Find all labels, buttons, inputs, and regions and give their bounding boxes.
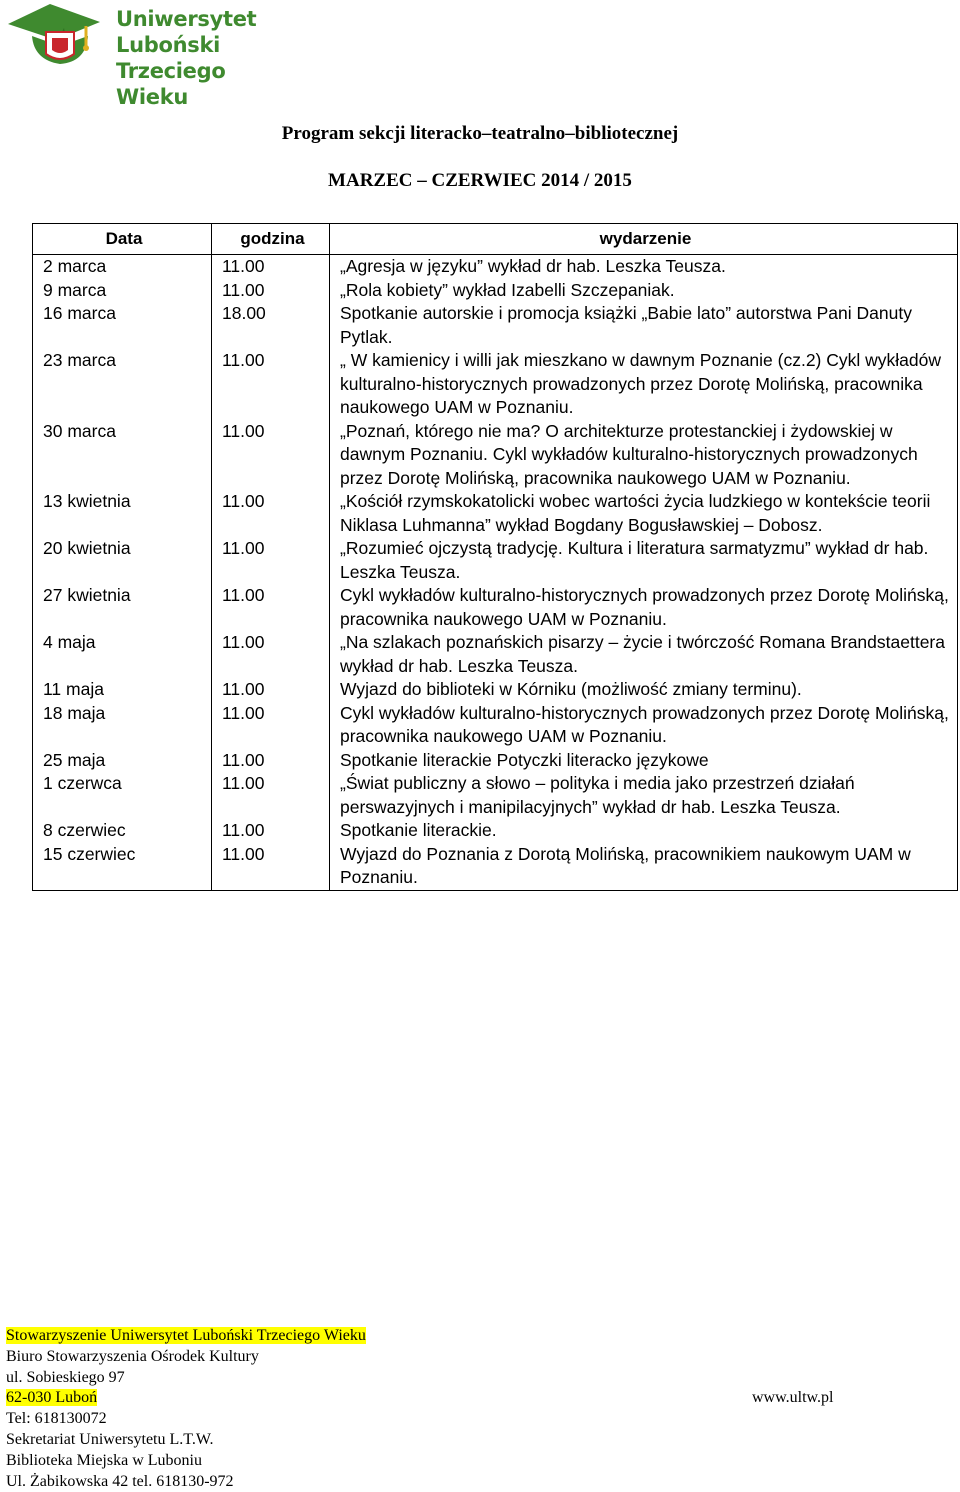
row-time: 11.00 <box>212 255 330 279</box>
page-subtitle: MARZEC – CZERWIEC 2014 / 2015 <box>328 170 632 191</box>
page-title: Program sekcji literacko–teatralno–bibliotecznej <box>281 123 679 144</box>
table-row <box>33 702 958 749</box>
row-event: „Świat publiczny a słowo – polityka i media jako przestrzeń działań perswazyjnych i manipilacyjnych” wykład dr hab. Leszka Teusza. <box>330 772 958 819</box>
graduation-cap-icon <box>4 2 114 68</box>
row-time: 11.00 <box>212 772 330 819</box>
row-date: 27 kwietnia <box>33 584 212 631</box>
row-time: 11.00 <box>212 490 330 537</box>
table-row <box>33 584 958 631</box>
table-row <box>33 819 958 843</box>
table-row <box>33 420 958 491</box>
row-event: Cykl wykładów kulturalno-historycznych prowadzonych przez Dorotę Molińską, pracownika naukowego UAM w Poznaniu. <box>330 584 958 631</box>
row-time: 11.00 <box>212 349 330 420</box>
row-date: 4 maja <box>33 631 212 678</box>
table-row <box>33 772 958 819</box>
row-time: 11.00 <box>212 678 330 702</box>
row-time: 11.00 <box>212 631 330 678</box>
row-time: 11.00 <box>212 420 330 491</box>
header-event: wydarzenie <box>330 224 958 255</box>
table-row <box>33 843 958 891</box>
logo-line-2: Trzeciego Wieku <box>116 59 226 109</box>
table-row <box>33 490 958 537</box>
table-row <box>33 537 958 584</box>
row-event: Wyjazd do Poznania z Dorotą Molińską, pracownikiem naukowym UAM w Poznaniu. <box>330 843 958 891</box>
table-row <box>33 631 958 678</box>
row-event: Spotkanie literackie Potyczki literacko językowe <box>330 749 958 773</box>
table-row <box>33 279 958 303</box>
row-event: „Agresja w języku” wykład dr hab. Leszka Teusza. <box>330 255 958 279</box>
row-date: 20 kwietnia <box>33 537 212 584</box>
row-time: 11.00 <box>212 279 330 303</box>
row-date: 30 marca <box>33 420 212 491</box>
table-row <box>33 678 958 702</box>
row-time: 11.00 <box>212 702 330 749</box>
row-date: 2 marca <box>33 255 212 279</box>
row-date: 8 czerwiec <box>33 819 212 843</box>
row-time: 11.00 <box>212 843 330 891</box>
row-date: 15 czerwiec <box>33 843 212 891</box>
row-event: „Poznań, którego nie ma? O architekturze protestanckiej i żydowskiej w dawnym Poznaniu. Cykl wykładów kulturalno-historycznych prowadzonych przez Dorotę Molińską, pracownika naukowego UAM w Poznaniu. <box>330 420 958 491</box>
row-date: 11 maja <box>33 678 212 702</box>
row-event: Cykl wykładów kulturalno-historycznych prowadzonych przez Dorotę Molińską, pracownika naukowego UAM w Poznaniu. <box>330 702 958 749</box>
header-time: godzina <box>212 224 330 255</box>
row-date: 23 marca <box>33 349 212 420</box>
footer-phone: Tel: 618130072 <box>6 1410 107 1428</box>
footer-library: Biblioteka Miejska w Luboniu <box>6 1451 202 1469</box>
row-time: 11.00 <box>212 584 330 631</box>
row-event: „Na szlakach poznańskich pisarzy – życie i twórczość Romana Brandstaettera wykład dr hab. Leszka Teusza. <box>330 631 958 678</box>
row-date: 9 marca <box>33 279 212 303</box>
table-row <box>33 749 958 773</box>
row-date: 13 kwietnia <box>33 490 212 537</box>
row-time: 11.00 <box>212 537 330 584</box>
logo-line-1: Uniwersytet Luboński <box>116 7 257 57</box>
row-event: „ W kamienicy i willi jak mieszkano w dawnym Poznanie (cz.2) Cykl wykładów kulturalno-historycznych prowadzonych przez Dorotę Molińską, pracownika naukowego UAM w Poznaniu. <box>330 349 958 420</box>
row-event: „Rozumieć ojczystą tradycję. Kultura i literatura sarmatyzmu” wykład dr hab. Leszka Teusza. <box>330 537 958 584</box>
row-event: Spotkanie autorskie i promocja książki „Babie lato” autorstwa Pani Danuty Pytlak. <box>330 302 958 349</box>
header-logo <box>4 2 304 109</box>
table-row <box>33 255 958 279</box>
footer-org-name: Stowarzyszenie Uniwersytet Luboński Trzeciego Wieku <box>6 1327 366 1344</box>
table-header-row <box>33 224 958 255</box>
row-date: 25 maja <box>33 749 212 773</box>
table-row <box>33 302 958 349</box>
footer-library-address: Ul. Żabikowska 42 tel. 618130-972 <box>6 1472 234 1490</box>
footer-office: Biuro Stowarzyszenia Ośrodek Kultury <box>6 1347 259 1365</box>
table-row <box>33 349 958 420</box>
website-link[interactable]: www.ultw.pl <box>752 1389 834 1406</box>
row-date: 16 marca <box>33 302 212 349</box>
footer-address <box>6 1326 366 1492</box>
row-date: 18 maja <box>33 702 212 749</box>
footer-secretariat: Sekretariat Uniwersytetu L.T.W. <box>6 1430 214 1448</box>
row-time: 18.00 <box>212 302 330 349</box>
row-time: 11.00 <box>212 819 330 843</box>
header-date: Data <box>33 224 212 255</box>
footer-street: ul. Sobieskiego 97 <box>6 1368 125 1386</box>
footer-postal-city: 62-030 Luboń <box>6 1389 98 1407</box>
row-event: „Rola kobiety” wykład Izabelli Szczepaniak. <box>330 279 958 303</box>
row-event: „Kościół rzymskokatolicki wobec wartości życia ludzkiego w kontekście teorii Niklasa Luhmanna” wykład Bogdany Bogusławskiej – Dobosz. <box>330 490 958 537</box>
schedule-table <box>32 223 958 891</box>
row-event: Wyjazd do biblioteki w Kórniku (możliwość zmiany terminu). <box>330 678 958 702</box>
row-time: 11.00 <box>212 749 330 773</box>
row-date: 1 czerwca <box>33 772 212 819</box>
row-event: Spotkanie literackie. <box>330 819 958 843</box>
